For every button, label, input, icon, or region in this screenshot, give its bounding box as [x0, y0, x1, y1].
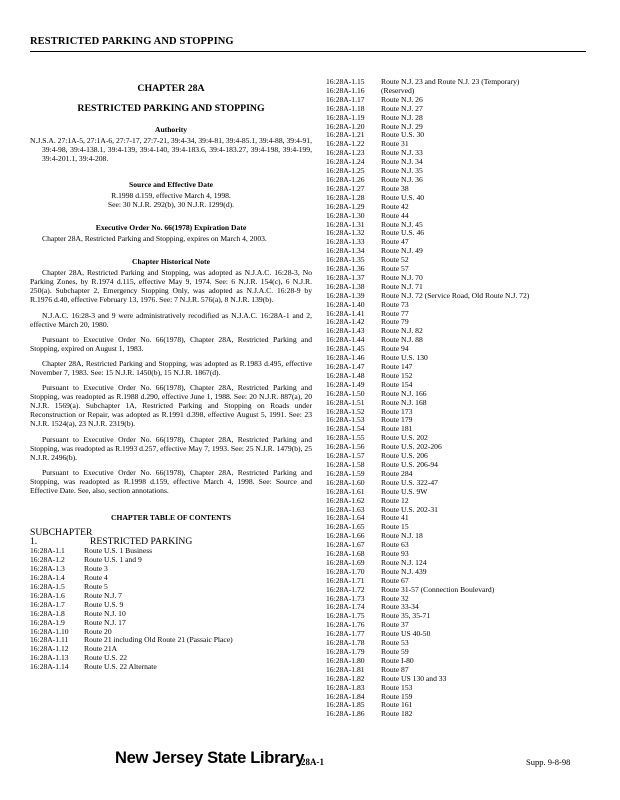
toc-section-title: Route N.J. 28 — [381, 112, 423, 122]
toc-section-title: Route U.S. 22 — [84, 653, 128, 663]
toc-section-title: Route N.J. 71 — [381, 281, 423, 291]
toc-section-number: 16:28A-1.63 — [326, 504, 365, 514]
expiration-text: Chapter 28A, Restricted Parking and Stopping, expires on March 4, 2003. — [42, 233, 267, 243]
toc-section-title: Route 173 — [381, 406, 413, 416]
toc-section-title: Route N.J. 7 — [84, 590, 122, 600]
historical-paragraph: Pursuant to Executive Order No. 66(1978), Chapter 28A, Restricted Parking and Stopping, was readopted as R.1988 d.290, effective June 1, 1988. See: 20 N.J.R. 887(a), 20 N.J.R. 1569(a). Subchapter 1A, Restricted Parking and Stopping on Roads under Reconstruction or Repair, was adopted as R.1991 d.398, effective August 5, 1991. See: 23 N.J.R. 1524(a), 23 N.J.R. 2319(b). — [30, 383, 312, 429]
toc-entry — [326, 310, 606, 319]
toc-entry — [326, 345, 606, 354]
toc-section-title: Route 159 — [381, 691, 413, 701]
toc-entry — [326, 452, 606, 461]
toc-entry — [326, 541, 606, 550]
toc-entry — [326, 612, 606, 621]
running-header: RESTRICTED PARKING AND STOPPING — [30, 36, 234, 47]
toc-section-number: 16:28A-1.15 — [326, 77, 365, 86]
toc-entry — [326, 381, 606, 390]
toc-entry — [326, 586, 606, 595]
toc-section-title: Route N.J. 29 — [381, 121, 423, 131]
toc-entry — [30, 636, 312, 645]
toc-section-number: 16:28A-1.82 — [326, 673, 365, 683]
toc-section-title: Route U.S. 322-47 — [381, 477, 438, 487]
toc-section-title: Route N.J. 82 — [381, 326, 423, 336]
toc-entry — [326, 354, 606, 363]
toc-entry — [326, 470, 606, 479]
toc-entry — [326, 603, 606, 612]
toc-entry — [326, 221, 606, 230]
toc-section-title: Route 67 — [381, 575, 409, 585]
toc-section-title: Route 53 — [381, 638, 409, 648]
toc-entry — [326, 479, 606, 488]
page-number: 28A-1 — [301, 757, 324, 767]
toc-heading: CHAPTER TABLE OF CONTENTS — [111, 513, 231, 523]
toc-entry — [326, 675, 606, 684]
toc-section-title: Route 21 including Old Route 21 (Passaic Place) — [84, 635, 233, 645]
toc-section-title: Route 38 — [381, 183, 409, 193]
toc-section-number: 16:28A-1.62 — [326, 495, 365, 505]
toc-section-title: Route U.S. 9W — [381, 486, 428, 496]
toc-entry — [326, 105, 606, 114]
toc-section-number: 16:28A-1.39 — [326, 290, 365, 300]
toc-entry — [326, 595, 606, 604]
source-line-2: See: 30 N.J.R. 292(b), 30 N.J.R. 1299(d). — [107, 199, 235, 209]
toc-section-title: Route 94 — [381, 344, 409, 354]
toc-entry — [326, 318, 606, 327]
toc-section-number: 16:28A-1.42 — [326, 317, 365, 327]
toc-section-number: 16:28A-1.34 — [326, 246, 365, 256]
toc-entry — [326, 238, 606, 247]
toc-entry — [326, 514, 606, 523]
toc-section-number: 16:28A-1.13 — [30, 653, 69, 663]
toc-section-number: 16:28A-1.54 — [326, 424, 365, 434]
toc-section-number: 16:28A-1.46 — [326, 353, 365, 363]
toc-section-number: 16:28A-1.33 — [326, 237, 365, 247]
toc-entry — [326, 336, 606, 345]
toc-entry — [326, 666, 606, 675]
toc-section-title: Route 35, 35-71 — [381, 611, 431, 621]
toc-section-number: 16:28A-1.4 — [30, 573, 65, 583]
toc-section-number: 16:28A-1.26 — [326, 174, 365, 184]
historical-note-heading: Chapter Historical Note — [132, 257, 210, 267]
toc-entry — [326, 203, 606, 212]
toc-section-number: 16:28A-1.37 — [326, 272, 365, 282]
toc-section-number: 16:28A-1.25 — [326, 166, 365, 176]
toc-entry — [30, 663, 312, 672]
toc-entry — [326, 657, 606, 666]
toc-entry — [326, 630, 606, 639]
toc-section-number: 16:28A-1.56 — [326, 442, 365, 452]
toc-section-title: Route N.J. 35 — [381, 166, 423, 176]
toc-section-number: 16:28A-1.23 — [326, 148, 365, 158]
toc-section-number: 16:28A-1.17 — [326, 94, 365, 104]
toc-section-number: 16:28A-1.30 — [326, 210, 365, 220]
toc-section-title: Route 15 — [381, 522, 409, 532]
toc-section-title: Route N.J. 72 (Service Road, Old Route N.J. 72) — [381, 290, 530, 300]
toc-section-number: 16:28A-1.35 — [326, 255, 365, 265]
toc-section-number: 16:28A-1.55 — [326, 433, 365, 443]
toc-section-title: Route N.J. 36 — [381, 174, 423, 184]
toc-left-list — [30, 547, 312, 672]
toc-entry — [326, 301, 606, 310]
toc-section-number: 16:28A-1.21 — [326, 130, 365, 140]
toc-section-number: 16:28A-1.12 — [30, 644, 69, 654]
toc-entry — [326, 194, 606, 203]
toc-section-title: (Reserved) — [381, 85, 415, 95]
toc-entry — [326, 425, 606, 434]
toc-section-number: 16:28A-1.75 — [326, 611, 365, 621]
toc-section-title: Route 31 — [381, 139, 409, 149]
toc-entry — [326, 639, 606, 648]
subchapter-title: RESTRICTED PARKING — [90, 536, 193, 548]
toc-section-number: 16:28A-1.40 — [326, 299, 365, 309]
toc-section-number: 16:28A-1.52 — [326, 406, 365, 416]
historical-paragraph: Chapter 28A, Restricted Parking and Stopping, was adopted as N.J.A.C. 16:28-3, No Parking Zones, by R.1974 d.115, effective May 9, 1974. See: 6 N.J.R. 154(c), 6 N.J.R. 250(a). Subchapter 2, Emergency Stopping Only, was adopted as N.J.A.C. 16:28-9 by R.1976 d.40, effective February 13, 1976. See: 7 N.J.R. 576(a), 8 N.J.R. 139(b). — [30, 268, 312, 305]
toc-entry — [30, 556, 312, 565]
toc-entry — [326, 710, 606, 719]
toc-section-title: Route 147 — [381, 362, 413, 371]
toc-section-number: 16:28A-1.70 — [326, 566, 365, 576]
toc-entry — [326, 408, 606, 417]
toc-section-title: Route 179 — [381, 415, 413, 425]
toc-entry — [326, 167, 606, 176]
toc-section-number: 16:28A-1.43 — [326, 326, 365, 336]
toc-section-number: 16:28A-1.51 — [326, 397, 365, 407]
historical-paragraph: Chapter 28A, Restricted Parking and Stopping, was adopted as R.1983 d.495, effective November 7, 1983. See: 15 N.J.R. 1450(b), 15 N.J.R. 1867(d). — [30, 358, 312, 377]
toc-entry — [326, 212, 606, 221]
toc-section-number: 16:28A-1.81 — [326, 664, 365, 674]
toc-section-title: Route N.J. 23 and Route N.J. 23 (Temporary) — [381, 77, 520, 86]
toc-section-title: Route 5 — [84, 582, 108, 591]
toc-section-number: 16:28A-1.85 — [326, 700, 365, 710]
toc-section-title: Route 59 — [381, 647, 409, 656]
toc-section-number: 16:28A-1.58 — [326, 459, 365, 469]
toc-section-title: Route 73 — [381, 299, 409, 309]
chapter-title: RESTRICTED PARKING AND STOPPING — [77, 103, 265, 115]
toc-section-title: Route 21A — [84, 644, 118, 654]
toc-section-title: Route 20 — [84, 626, 112, 636]
toc-entry — [326, 149, 606, 158]
toc-section-title: Route US 130 and 33 — [381, 673, 447, 683]
toc-entry — [326, 497, 606, 506]
toc-entry — [326, 247, 606, 256]
toc-section-title: Route N.J. 34 — [381, 157, 423, 167]
toc-section-title: Route I-80 — [381, 655, 414, 665]
toc-entry — [326, 416, 606, 425]
toc-section-title: Route 52 — [381, 255, 409, 265]
toc-section-number: 16:28A-1.45 — [326, 344, 365, 354]
toc-entry — [326, 648, 606, 657]
toc-section-title: Route 182 — [381, 709, 413, 719]
toc-section-title: Route U.S. 202-206 — [381, 442, 442, 452]
toc-section-title: Route 284 — [381, 468, 413, 478]
toc-section-title: Route U.S. 40 — [381, 192, 425, 202]
historical-paragraph: Pursuant to Executive Order No. 66(1978), Chapter 28A, Restricted Parking and Stopping, was readopted as R.1998 d.159, effective March 4, 1998. See: Source and Effective Date. See, also, section annotations. — [30, 467, 312, 495]
toc-section-number: 16:28A-1.79 — [326, 647, 365, 656]
toc-section-title: Route U.S. 30 — [381, 130, 425, 140]
toc-section-number: 16:28A-1.14 — [30, 662, 69, 672]
toc-section-number: 16:28A-1.59 — [326, 468, 365, 478]
toc-section-number: 16:28A-1.11 — [30, 635, 69, 645]
toc-section-number: 16:28A-1.2 — [30, 555, 65, 565]
toc-section-number: 16:28A-1.64 — [326, 513, 365, 523]
toc-section-number: 16:28A-1.74 — [326, 602, 365, 612]
toc-section-number: 16:28A-1.7 — [30, 599, 65, 609]
toc-entry — [326, 568, 606, 577]
toc-entry — [326, 684, 606, 693]
toc-section-number: 16:28A-1.5 — [30, 582, 65, 591]
toc-section-number: 16:28A-1.18 — [326, 103, 365, 113]
historical-paragraph: Pursuant to Executive Order No. 66(1978), Chapter 28A, Restricted Parking and Stopping, was readopted as R.1993 d.257, effective May 7, 1993. See: 25 N.J.R. 1479(b), 25 N.J.R. 2496(b). — [30, 434, 312, 462]
subchapter-label: SUBCHAPTER 1. — [30, 527, 93, 548]
toc-section-number: 16:28A-1.65 — [326, 522, 365, 532]
toc-entry — [326, 158, 606, 167]
toc-section-number: 16:28A-1.67 — [326, 540, 365, 550]
toc-section-number: 16:28A-1.16 — [326, 85, 365, 95]
toc-section-title: Route 31-57 (Connection Boulevard) — [381, 584, 495, 594]
toc-entry — [326, 114, 606, 123]
toc-section-title: Route 37 — [381, 620, 409, 630]
toc-entry — [326, 693, 606, 702]
toc-section-title: Route U.S. 46 — [381, 228, 425, 238]
toc-section-number: 16:28A-1.41 — [326, 308, 365, 318]
toc-section-title: Route N.J. 10 — [84, 608, 126, 618]
toc-entry — [326, 488, 606, 497]
toc-section-title: Route N.J. 49 — [381, 246, 423, 256]
toc-section-title: Route 154 — [381, 379, 413, 389]
toc-entry — [326, 550, 606, 559]
toc-section-title: Route 153 — [381, 682, 413, 692]
toc-entry — [326, 87, 606, 96]
toc-section-title: Route 181 — [381, 424, 413, 434]
toc-section-title: Route 77 — [381, 308, 409, 318]
toc-section-title: Route U.S. 206-94 — [381, 459, 438, 469]
toc-section-title: Route U.S. 1 and 9 — [84, 555, 142, 565]
toc-section-title: Route N.J. 124 — [381, 557, 427, 567]
toc-section-title: Route U.S. 9 — [84, 599, 124, 609]
toc-section-title: Route 79 — [381, 317, 409, 327]
toc-section-number: 16:28A-1.73 — [326, 593, 365, 603]
toc-section-title: Route N.J. 166 — [381, 388, 427, 398]
toc-entry — [326, 229, 606, 238]
toc-section-title: Route 87 — [381, 664, 409, 674]
toc-section-title: Route N.J. 33 — [381, 148, 423, 158]
toc-section-number: 16:28A-1.60 — [326, 477, 365, 487]
toc-section-number: 16:28A-1.3 — [30, 564, 65, 574]
toc-entry — [326, 621, 606, 630]
toc-right-list — [326, 78, 606, 719]
toc-section-title: Route U.S. 202 — [381, 433, 428, 443]
toc-section-number: 16:28A-1.69 — [326, 557, 365, 567]
toc-section-number: 16:28A-1.78 — [326, 638, 365, 648]
toc-section-number: 16:28A-1.24 — [326, 157, 365, 167]
toc-section-title: Route 47 — [381, 237, 409, 247]
toc-section-number: 16:28A-1.86 — [326, 709, 365, 719]
toc-section-number: 16:28A-1.76 — [326, 620, 365, 630]
toc-entry — [326, 185, 606, 194]
toc-section-number: 16:28A-1.61 — [326, 486, 365, 496]
toc-entry — [326, 363, 606, 372]
toc-section-number: 16:28A-1.36 — [326, 264, 365, 274]
toc-section-title: Route 32 — [381, 593, 409, 603]
toc-section-title: Route 42 — [381, 201, 409, 211]
toc-section-number: 16:28A-1.1 — [30, 546, 65, 556]
toc-section-title: Route 63 — [381, 540, 409, 550]
toc-section-title: Route N.J. 26 — [381, 94, 423, 104]
toc-entry — [326, 372, 606, 381]
toc-entry — [326, 274, 606, 283]
toc-section-number: 16:28A-1.50 — [326, 388, 365, 398]
toc-entry — [326, 140, 606, 149]
toc-section-title: Route U.S. 130 — [381, 353, 428, 363]
toc-section-title: Route U.S. 202-31 — [381, 504, 438, 514]
toc-section-title: Route 93 — [381, 549, 409, 559]
toc-section-number: 16:28A-1.8 — [30, 608, 65, 618]
toc-entry — [326, 701, 606, 710]
toc-entry — [326, 390, 606, 399]
toc-entry — [30, 610, 312, 619]
toc-section-number: 16:28A-1.83 — [326, 682, 365, 692]
toc-section-number: 16:28A-1.57 — [326, 451, 365, 461]
toc-section-number: 16:28A-1.6 — [30, 590, 65, 600]
toc-section-title: Route 33-34 — [381, 602, 419, 612]
left-column — [30, 84, 312, 672]
toc-section-number: 16:28A-1.38 — [326, 281, 365, 291]
toc-section-number: 16:28A-1.19 — [326, 112, 365, 122]
toc-section-number: 16:28A-1.66 — [326, 531, 365, 541]
source-line-1: R.1998 d.159, effective March 4, 1998. — [111, 190, 231, 200]
toc-section-number: 16:28A-1.72 — [326, 584, 365, 594]
toc-section-number: 16:28A-1.31 — [326, 219, 365, 229]
toc-section-title: Route N.J. 27 — [381, 103, 423, 113]
toc-section-number: 16:28A-1.53 — [326, 415, 365, 425]
toc-section-title: Route N.J. 45 — [381, 219, 423, 229]
historical-paragraph: N.J.A.C. 16:28-3 and 9 were administratively recodified as N.J.A.C. 16:28A-1 and 2, effective March 20, 1980. — [30, 310, 312, 329]
toc-section-title: Route N.J. 439 — [381, 566, 427, 576]
toc-entry — [30, 592, 312, 601]
authority-heading: Authority — [154, 125, 188, 135]
toc-section-title: Route US 40-50 — [381, 629, 431, 639]
toc-section-number: 16:28A-1.47 — [326, 362, 365, 371]
toc-entry — [326, 123, 606, 132]
toc-section-number: 16:28A-1.22 — [326, 139, 365, 149]
toc-section-title: Route U.S. 22 Alternate — [84, 662, 157, 672]
toc-section-title: Route N.J. 17 — [84, 617, 126, 627]
expiration-heading: Executive Order No. 66(1978) Expiration Date — [95, 222, 247, 232]
toc-section-title: Route U.S. 206 — [381, 451, 428, 461]
toc-section-number: 16:28A-1.84 — [326, 691, 365, 701]
toc-section-title: Route 41 — [381, 513, 409, 523]
toc-section-title: Route 3 — [84, 564, 108, 574]
toc-entry — [326, 327, 606, 336]
toc-entry — [326, 78, 606, 87]
toc-entry — [326, 399, 606, 408]
toc-entry — [326, 434, 606, 443]
toc-section-title: Route 4 — [84, 573, 108, 583]
toc-section-title: Route N.J. 18 — [381, 531, 423, 541]
chapter-number: CHAPTER 28A — [137, 83, 205, 94]
toc-section-title: Route 44 — [381, 210, 409, 220]
toc-section-number: 16:28A-1.77 — [326, 629, 365, 639]
toc-section-title: Route 152 — [381, 370, 413, 380]
toc-entry — [326, 256, 606, 265]
toc-section-title: Route 161 — [381, 700, 413, 710]
toc-section-number: 16:28A-1.80 — [326, 655, 365, 665]
toc-section-number: 16:28A-1.48 — [326, 370, 365, 380]
toc-section-number: 16:28A-1.27 — [326, 183, 365, 193]
toc-section-number: 16:28A-1.29 — [326, 201, 365, 211]
toc-entry — [326, 96, 606, 105]
toc-entry — [326, 506, 606, 515]
toc-entry — [30, 654, 312, 663]
toc-entry — [326, 532, 606, 541]
toc-section-number: 16:28A-1.44 — [326, 335, 365, 345]
authority-text: N.J.S.A. 27:1A-5, 27:1A-6, 27:7-17, 27:7-21, 39:4-34, 39:4-81, 39:4-85.1, 39:4-88, 39:4-91, 39:4-98, 39:4-138.1, 39:4-139, 39:4-140, 39:4-183.6, 39:4-183.27, 39:4-198, 39:4-199, 39:4-201.1, 39:4-208. — [30, 136, 312, 164]
toc-section-number: 16:28A-1.10 — [30, 626, 69, 636]
toc-section-title: Route U.S. 1 Business — [84, 546, 153, 556]
toc-section-title: Route N.J. 168 — [381, 397, 427, 407]
subchapter-heading — [30, 528, 312, 546]
toc-section-number: 16:28A-1.20 — [326, 121, 365, 131]
toc-entry — [30, 601, 312, 610]
source-heading: Source and Effective Date — [128, 179, 213, 189]
header-rule — [30, 51, 586, 52]
toc-entry — [326, 131, 606, 140]
toc-section-title: Route 12 — [381, 495, 409, 505]
toc-section-number: 16:28A-1.68 — [326, 549, 365, 559]
toc-entry — [30, 574, 312, 583]
toc-entry — [30, 619, 312, 628]
historical-paragraph: Pursuant to Executive Order No. 66(1978), Chapter 28A, Restricted Parking and Stopping, expired on August 1, 1983. — [30, 334, 312, 353]
toc-entry — [326, 559, 606, 568]
toc-section-title: Route 57 — [381, 264, 409, 274]
toc-entry — [30, 565, 312, 574]
toc-section-number: 16:28A-1.32 — [326, 228, 365, 238]
toc-entry — [326, 443, 606, 452]
toc-entry — [30, 645, 312, 654]
toc-section-title: Route N.J. 70 — [381, 272, 423, 282]
toc-section-number: 16:28A-1.71 — [326, 575, 365, 585]
toc-entry — [326, 461, 606, 470]
toc-entry — [30, 547, 312, 556]
toc-entry — [326, 523, 606, 532]
toc-entry — [326, 265, 606, 274]
library-stamp: New Jersey State Library — [115, 749, 305, 767]
toc-section-number: 16:28A-1.9 — [30, 617, 65, 627]
toc-entry — [30, 583, 312, 592]
toc-section-number: 16:28A-1.28 — [326, 192, 365, 202]
supplement-date: Supp. 9-8-98 — [526, 757, 571, 767]
toc-entry — [326, 176, 606, 185]
toc-section-title: Route N.J. 88 — [381, 335, 423, 345]
toc-entry — [326, 292, 606, 301]
toc-section-number: 16:28A-1.49 — [326, 379, 365, 389]
